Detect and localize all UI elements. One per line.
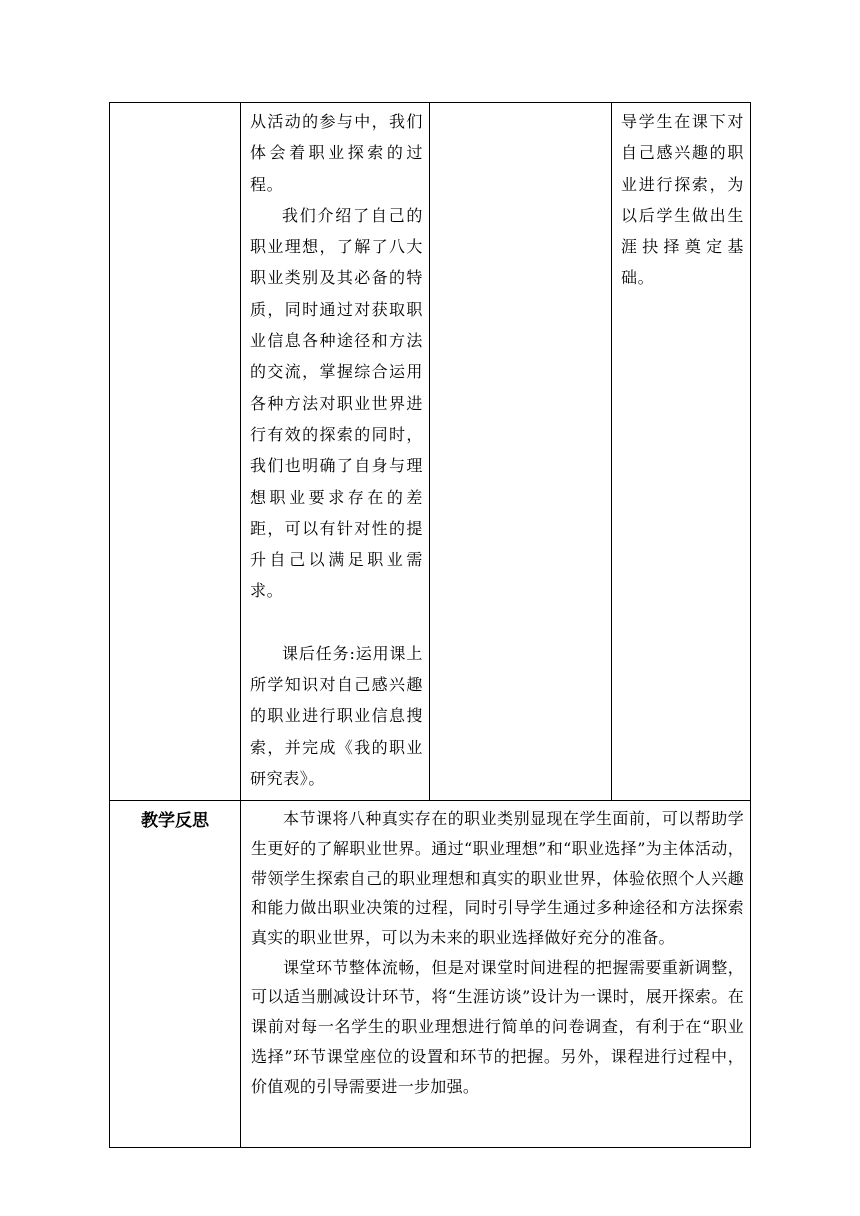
- empty-middle-cell: [430, 103, 612, 801]
- lesson-plan-table: [109, 102, 751, 1148]
- design-intent-text: 导学生在课下对自己感兴趣的职业进行探索，为以后学生做出生涯抉择奠定基础。: [621, 112, 744, 288]
- design-intent-cell: [612, 103, 751, 801]
- reflection-content-cell: [241, 801, 751, 1148]
- empty-label-cell: [110, 103, 241, 801]
- reflection-label-cell: [110, 801, 241, 1148]
- reflection-label: 教学反思: [141, 811, 209, 832]
- activity-paragraph-2: 我们介绍了自己的职业理想，了解了八大职业类别及其必备的特质，同时通过对获取职业信息各种途径和方法的交流，掌握综合运用各种方法对职业世界进行有效的探索的同时，我们也明确了自身与理想职业要求存在的差距，可以有针对性的提升自己以满足职业需求。: [250, 205, 423, 601]
- activity-row: [110, 103, 751, 801]
- paragraph-spacer: [250, 607, 423, 638]
- reflection-row: [110, 801, 751, 1148]
- reflection-paragraph-1: 本节课将八种真实存在的职业类别显现在学生面前，可以帮助学生更好的了解职业世界。通过“职业理想”和“职业选择”为主体活动，带领学生探索自己的职业理想和真实的职业世界，体验依照个人兴趣和能力做出职业决策的过程，同时引导学生通过多种途径和方法探索真实的职业世界，可以为未来的职业选择做好充分的准备。: [251, 809, 744, 948]
- activity-paragraph-3: 课后任务:运用课上所学知识对自己感兴趣的职业进行职业信息搜索，并完成《我的职业研究表》。: [250, 643, 423, 788]
- reflection-paragraph-2: 课堂环节整体流畅，但是对课堂时间进程的把握需要重新调整，可以适当删减设计环节，将“生涯访谈”设计为一课时，展开探索。在课前对每一名学生的职业理想进行简单的问卷调查，有利于在“职业选择”环节课堂座位的设置和环节的把握。另外，课程进行过程中，价值观的引导需要进一步加强。: [251, 957, 744, 1096]
- student-activity-cell: [241, 103, 430, 801]
- activity-paragraph-1: 从活动的参与中，我们体会着职业探索的过程。: [250, 112, 423, 194]
